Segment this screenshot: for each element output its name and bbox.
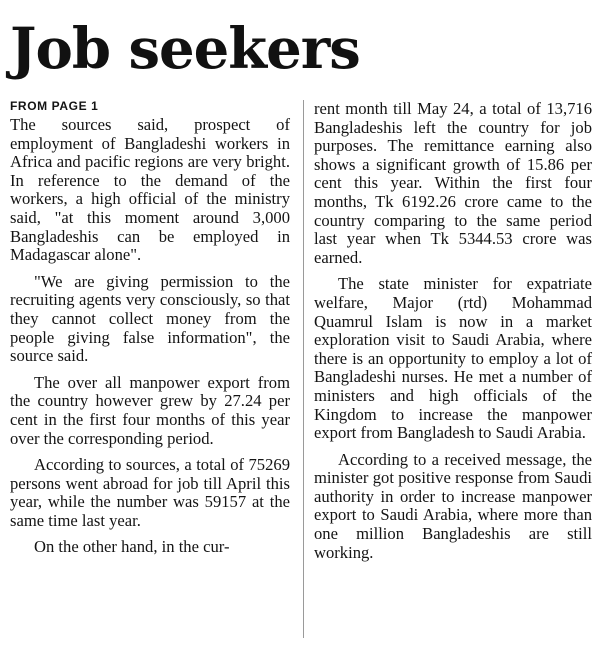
paragraph-7: The state minister for expatriate welfare, Major (rtd) Mohammad Quamrul Islam is now in a market exploration visit to Saudi Arabia, where there is an opportunity to employ a lot of Bangladeshi nurses. He met a number of ministers and high officials of the Kingdom to increase the manpower export from Bangladesh to Saudi Arabia.: [314, 274, 592, 443]
paragraph-6: rent month till May 24, a total of 13,716 Bangladeshis left the country for job purposes. The remittance earning also shows a significant growth of 15.86 per cent this year. Within the first four months, Tk 6192.26 crore came to the country comparing to the same period last year when Tk 5344.53 crore was earned.: [314, 99, 592, 267]
column-divider: [303, 100, 304, 638]
paragraph-1: The sources said, prospect of employment of Bangladeshi workers in Africa and pacific regions are very bright. In reference to the demand of the workers, a high official of the ministry said, "at this moment around 3,000 Bangladeshis can be employed in Madagascar alone".: [10, 115, 290, 265]
paragraph-2: "We are giving permission to the recruiting agents very consciously, so that they cannot collect money from the people giving false information", the source said.: [10, 271, 290, 366]
paragraph-8: According to a received message, the minister got positive response from Saudi authority in order to increase manpower export to Saudi Arabia, where more than one million Bangladeshis are still working.: [314, 449, 592, 562]
paragraph-3: The over all manpower export from the country however grew by 27.24 per cent in the first four months of this year over the corresponding period.: [10, 372, 290, 448]
paragraph-5: On the other hand, in the cur-: [34, 537, 230, 557]
continuation-kicker: FROM PAGE 1: [10, 99, 99, 113]
right-column: [314, 100, 592, 570]
headline: Job seekers: [10, 16, 360, 82]
paragraph-4: According to sources, a total of 75269 persons went abroad for job till April this year, while the number was 59157 at the same time last year.: [10, 455, 290, 530]
left-column: [10, 98, 290, 565]
